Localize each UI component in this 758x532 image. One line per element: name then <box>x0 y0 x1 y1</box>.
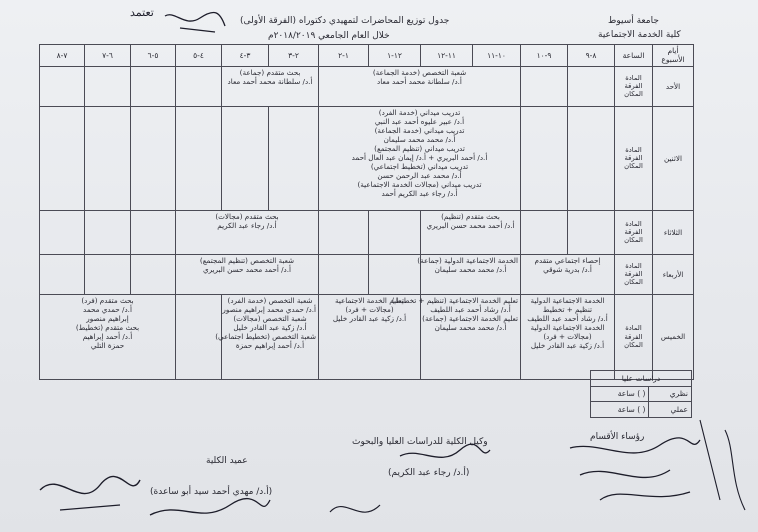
day-wednesday: الأربعاء <box>653 254 694 294</box>
summary-value: ( ) ساعة <box>591 402 649 418</box>
slot-header: ١-٢ <box>319 45 369 67</box>
day-thursday: الخميس <box>653 294 694 379</box>
time-header: الساعة <box>615 45 653 67</box>
row-labels: المادة الفرقة المكان <box>615 66 653 106</box>
faculty-name: كلية الخدمة الاجتماعية <box>598 30 681 40</box>
day-header: أيام الأسبوع <box>653 45 694 67</box>
slot-header: ١١-١٢ <box>421 45 473 67</box>
row-labels: المادة الفرقة المكان <box>615 106 653 210</box>
vice-dean-name: (أ.د/ رجاء عبد الكريم) <box>388 468 470 478</box>
slot-header: ٩-١٠ <box>521 45 568 67</box>
dean-title: عميد الكلية <box>206 456 248 466</box>
lecture-cell: بحث متقدم (تنظيم) أ.د/ أحمد محمد حسن البريري <box>421 210 521 254</box>
lecture-cell: بحث متقدم (جماعة) أ.د/ سلطانة محمد أحمد معاد <box>222 66 319 106</box>
slot-header: ٣-٤ <box>222 45 269 67</box>
summary-value: ( ) ساعة <box>591 386 649 402</box>
slot-header: ٦-٧ <box>85 45 131 67</box>
slot-header: ٤-٥ <box>176 45 222 67</box>
day-tuesday: الثلاثاء <box>653 210 694 254</box>
lecture-cell: شعبة التخصص (خدمة الجماعة) أ.د/ سلطانة محمد أحمد معاد <box>319 66 521 106</box>
slot-header: ٥-٦ <box>131 45 176 67</box>
slot-header: ٢-٣ <box>269 45 319 67</box>
summary-title: دراسات عليا <box>591 371 692 387</box>
lecture-cell: بحث متقدم (فرد) أ.د/ حمدي محمد إبراهيم منصور بحث متقدم (تخطيط) أ.د/ أحمد إبراهيم حمزة التلي <box>40 294 176 379</box>
vice-dean-title: وكيل الكلية للدراسات العليا والبحوث <box>352 437 488 447</box>
row-labels: المادة الفرقة المكان <box>615 210 653 254</box>
summary-label: نظري <box>649 386 692 402</box>
slot-header: ١٠-١١ <box>473 45 521 67</box>
lecture-cell: تدريب ميداني (خدمة الفرد) أ.د/ عبير عليوه أحمد عبد النبي تدريب ميداني (خدمة الجماعة) أ.د/ محمد محمد سليمان تدريب ميداني (تنظيم المجتمع) أ.د/ أحمد البريري + أ.د/ إيمان عبد العال أحمد تدريب ميداني (تخطيط اجتماعي) أ.د/ محمد عبد الرحمن حسن تدريب ميداني (مجالات الخدمة الاجتماعية) أ.د/ رجاء عبد الكريم أحمد <box>319 106 521 210</box>
day-sunday: الأحد <box>653 66 694 106</box>
lecture-cell: تعليم الخدمة الاجتماعية (مجالات + فرد) أ.د/ زكية عبد القادر خليل <box>319 294 421 379</box>
university-name: جامعة أسيوط <box>608 16 659 26</box>
document-title: جدول توزيع المحاضرات لتمهيدي دكتوراه (الفرقة الأولى) <box>240 16 450 26</box>
lecture-cell: شعبة التخصص (تنظيم المجتمع) أ.د/ أحمد محمد حسن البريري <box>176 254 319 294</box>
row-labels: المادة الفرقة المكان <box>615 294 653 379</box>
lecture-cell: بحث متقدم (مجالات) أ.د/ رجاء عبد الكريم <box>176 210 319 254</box>
academic-year: خلال العام الجامعي ٢٠١٨/٢٠١٩م <box>268 31 390 41</box>
lecture-cell: الخدمة الاجتماعية الدولية تنظيم + تخطيط أ.د/ رشاد أحمد عبد اللطيف الخدمة الاجتماعية الدولية (مجالات + فرد) أ.د/ زكية عبد القادر خليل <box>521 294 615 379</box>
slot-header: ٨-٩ <box>568 45 615 67</box>
lecture-cell: إحصاء اجتماعي متقدم أ.د/ بدرية شوقي <box>521 254 615 294</box>
row-labels: المادة الفرقة المكان <box>615 254 653 294</box>
dean-name: (أ.د/ مهدي أحمد سيد أبو ساعدة) <box>150 487 273 497</box>
lecture-cell: شعبة التخصص (خدمة الفرد) أ.د/ حمدي محمد إبراهيم منصور شعبة التخصص (مجالات) أ.د/ زكية عبد القادر خليل شعبة التخصص (تخطيط اجتماعي) أ.د/ أحمد إبراهيم حمزة <box>222 294 319 379</box>
day-monday: الاثنين <box>653 106 694 210</box>
slot-header: ٧-٨ <box>40 45 85 67</box>
summary-label: عملي <box>649 402 692 418</box>
lecture-cell: الخدمة الاجتماعية الدولية (جماعة) أ.د/ محمد محمد سليمان <box>421 254 521 294</box>
handwritten-approval: تعتمد <box>130 6 154 19</box>
lecture-cell: تعليم الخدمة الاجتماعية (تنظيم + تخطيط) أ.د/ رشاد أحمد عبد اللطيف تعليم الخدمة الاجتماعية (جماعة) أ.د/ محمد محمد سليمان <box>421 294 521 379</box>
heads-of-departments-title: رؤساء الأقسام <box>590 432 645 442</box>
slot-header: ١٢-١ <box>369 45 421 67</box>
